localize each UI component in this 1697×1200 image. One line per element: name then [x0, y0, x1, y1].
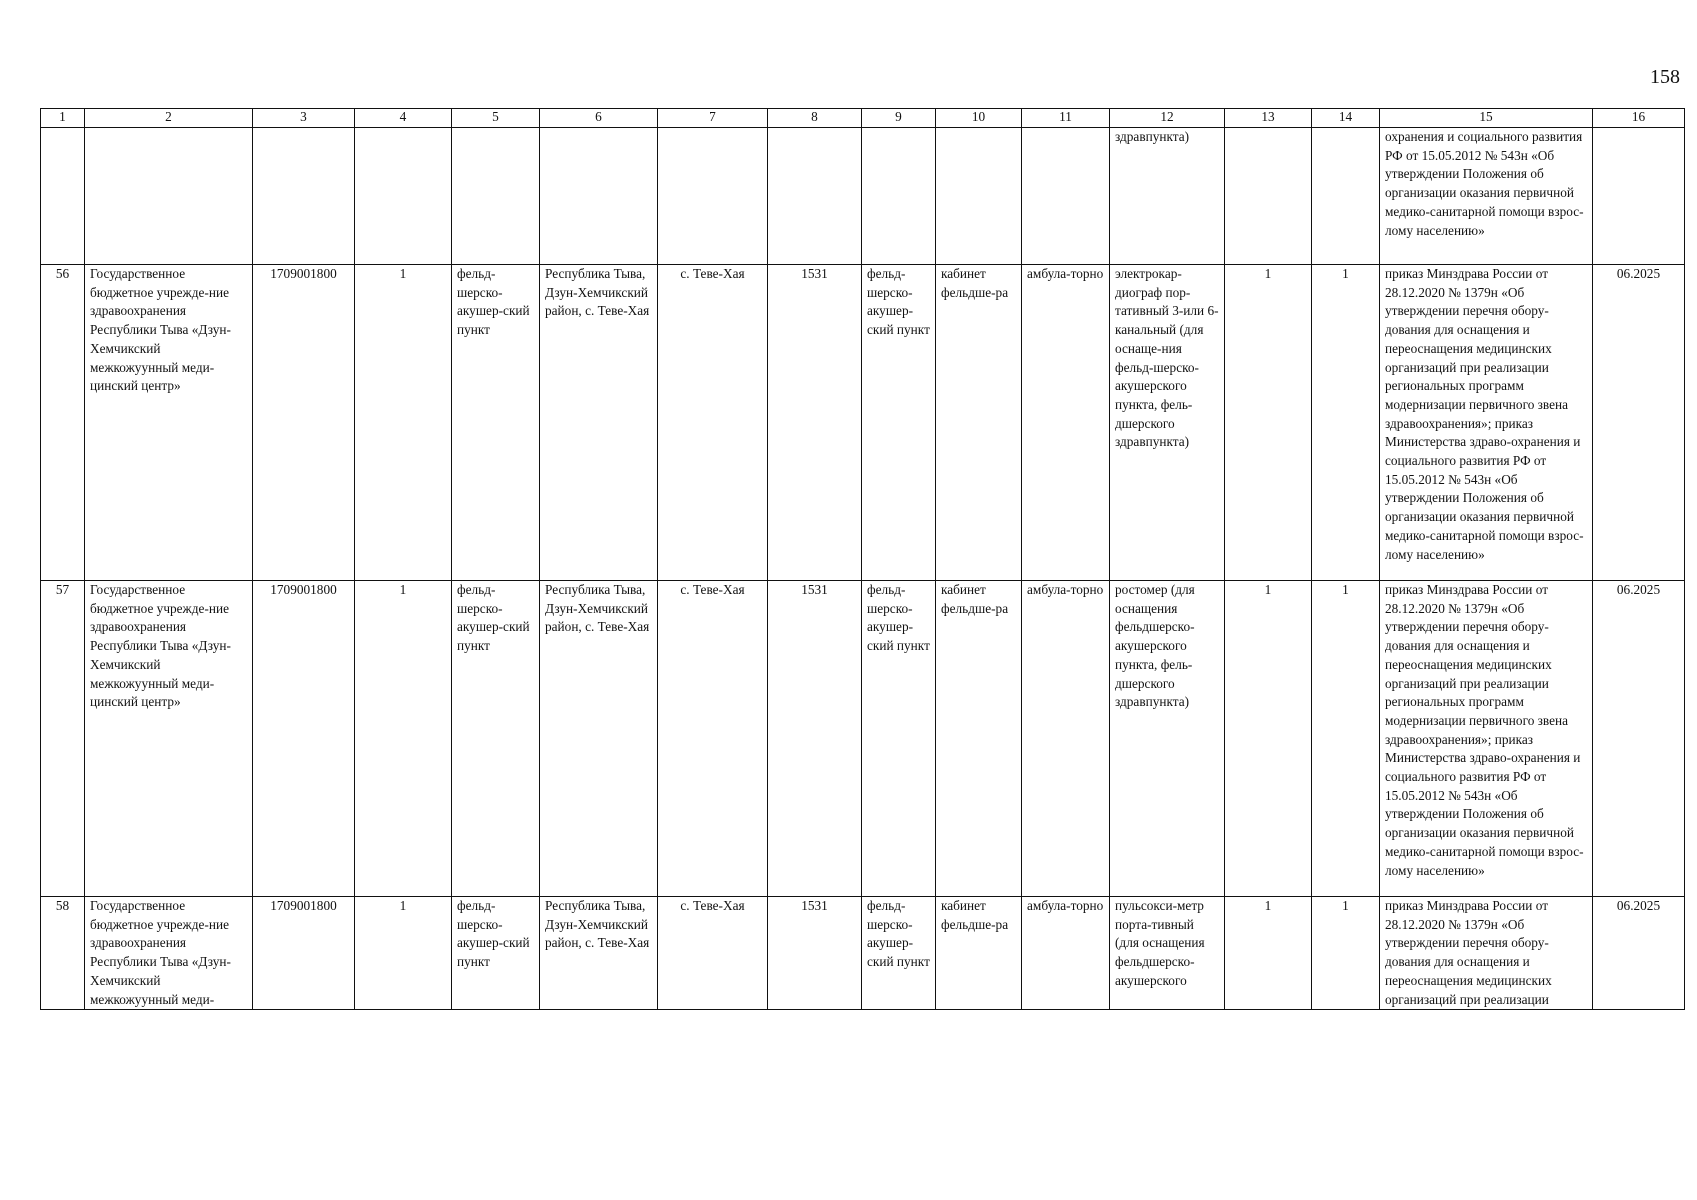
equipment-cell: электрокар-диограф пор-тативный 3-или 6-канальный (для оснаще-ния фельд-шерско-акушерского пункта, фель-дшерского здравпункта): [1110, 265, 1225, 581]
column-header: 15: [1380, 109, 1593, 128]
quantity-cell: 1: [355, 265, 452, 581]
table-cell: [862, 128, 936, 265]
table-cell: [1022, 128, 1110, 265]
equipment-cell: ростомер (для оснащения фельдшерско-акушерского пункта, фель-дшерского здравпункта): [1110, 581, 1225, 897]
table-cell: [768, 128, 862, 265]
table-row: [41, 581, 1685, 897]
facility-type-cell: фельд-шерско-акушер-ский пункт: [452, 265, 540, 581]
institution-cell: Государственное бюджетное учрежде-ние здравоохранения Республики Тыва «Дзун-Хемчикский межкожуунный меди-цинский центр»: [85, 581, 253, 897]
table-cell: [936, 128, 1022, 265]
required-cell: 1: [1225, 897, 1312, 1010]
institution-cell: Государственное бюджетное учрежде-ние здравоохранения Республики Тыва «Дзун-Хемчикский межкожуунный меди-цинский центр»: [85, 265, 253, 581]
required-cell: 1: [1225, 581, 1312, 897]
column-header: 13: [1225, 109, 1312, 128]
facility-type-cell: фельд-шерско-акушер-ский пункт: [452, 581, 540, 897]
column-header: 1: [41, 109, 85, 128]
table-cell: [1225, 128, 1312, 265]
row-number-cell: 57: [41, 581, 85, 897]
settlement-cell: с. Теве-Хая: [658, 581, 768, 897]
mode-cell: амбула-торно: [1022, 265, 1110, 581]
column-header: 10: [936, 109, 1022, 128]
table-row: [41, 897, 1685, 1010]
unit-cell: фельд-шерско-акушер-ский пункт: [862, 265, 936, 581]
column-header: 6: [540, 109, 658, 128]
column-header: 9: [862, 109, 936, 128]
planned-cell: 1: [1312, 897, 1380, 1010]
legal-basis-cell: приказ Минздрава России от 28.12.2020 № 1379н «Об утверждении перечня обору-дования для оснащения и переоснащения медицинских организаций при реализации: [1380, 897, 1593, 1010]
table-cell: [658, 128, 768, 265]
header-row: [41, 109, 1685, 128]
planned-cell: 1: [1312, 265, 1380, 581]
population-cell: 1531: [768, 265, 862, 581]
page-number: 158: [1650, 66, 1680, 88]
legal-basis-cell: приказ Минздрава России от 28.12.2020 № 1379н «Об утверждении перечня обору-дования для оснащения и переоснащения медицинских организаций при реализации региональных программ модернизации первичного звена здравоохранения»; приказ Министерства здраво-охранения и социального развития РФ от 15.05.2012 № 543н «Об утверждении Положения об организации оказания первичной медико-санитарной помощи взрос-лому населению»: [1380, 265, 1593, 581]
address-cell: Республика Тыва, Дзун-Хемчикский район, с. Теве-Хая: [540, 897, 658, 1010]
table-cell: [85, 128, 253, 265]
required-cell: 1: [1225, 265, 1312, 581]
column-header: 11: [1022, 109, 1110, 128]
date-cell: 06.2025: [1593, 897, 1685, 1010]
population-cell: 1531: [768, 581, 862, 897]
table-cell: [41, 128, 85, 265]
date-cell: 06.2025: [1593, 265, 1685, 581]
column-header: 5: [452, 109, 540, 128]
quantity-cell: 1: [355, 581, 452, 897]
column-header: 16: [1593, 109, 1685, 128]
room-cell: кабинет фельдше-ра: [936, 581, 1022, 897]
table-cell: [253, 128, 355, 265]
table-cell: [540, 128, 658, 265]
date-cell: 06.2025: [1593, 581, 1685, 897]
legal-basis-cell: приказ Минздрава России от 28.12.2020 № 1379н «Об утверждении перечня обору-дования для оснащения и переоснащения медицинских организаций при реализации региональных программ модернизации первичного звена здравоохранения»; приказ Министерства здраво-охранения и социального развития РФ от 15.05.2012 № 543н «Об утверждении Положения об организации оказания первичной медико-санитарной помощи взрос-лому населению»: [1380, 581, 1593, 897]
column-header: 14: [1312, 109, 1380, 128]
table-cell: [452, 128, 540, 265]
inn-cell: 1709001800: [253, 265, 355, 581]
settlement-cell: с. Теве-Хая: [658, 265, 768, 581]
column-header: 8: [768, 109, 862, 128]
address-cell: Республика Тыва, Дзун-Хемчикский район, с. Теве-Хая: [540, 265, 658, 581]
inn-cell: 1709001800: [253, 897, 355, 1010]
row-number-cell: 58: [41, 897, 85, 1010]
legal-basis-cell: охранения и социального развития РФ от 15.05.2012 № 543н «Об утверждении Положения об организации оказания первичной медико-санитарной помощи взрос-лому населению»: [1380, 128, 1593, 265]
column-header: 7: [658, 109, 768, 128]
population-cell: 1531: [768, 897, 862, 1010]
column-header: 12: [1110, 109, 1225, 128]
column-header: 4: [355, 109, 452, 128]
table-cell: [1312, 128, 1380, 265]
address-cell: Республика Тыва, Дзун-Хемчикский район, с. Теве-Хая: [540, 581, 658, 897]
table-row: [41, 265, 1685, 581]
row-number-cell: 56: [41, 265, 85, 581]
table-cell: [1593, 128, 1685, 265]
equipment-cell: здравпункта): [1110, 128, 1225, 265]
room-cell: кабинет фельдше-ра: [936, 897, 1022, 1010]
column-header: 3: [253, 109, 355, 128]
facility-type-cell: фельд-шерско-акушер-ский пункт: [452, 897, 540, 1010]
table-cell: [355, 128, 452, 265]
mode-cell: амбула-торно: [1022, 581, 1110, 897]
settlement-cell: с. Теве-Хая: [658, 897, 768, 1010]
inn-cell: 1709001800: [253, 581, 355, 897]
planned-cell: 1: [1312, 581, 1380, 897]
unit-cell: фельд-шерско-акушер-ский пункт: [862, 897, 936, 1010]
mode-cell: амбула-торно: [1022, 897, 1110, 1010]
quantity-cell: 1: [355, 897, 452, 1010]
equipment-table: [40, 108, 1685, 1010]
column-header: 2: [85, 109, 253, 128]
continuation-row: [41, 128, 1685, 265]
unit-cell: фельд-шерско-акушер-ский пункт: [862, 581, 936, 897]
room-cell: кабинет фельдше-ра: [936, 265, 1022, 581]
institution-cell: Государственное бюджетное учрежде-ние здравоохранения Республики Тыва «Дзун-Хемчикский межкожуунный меди-: [85, 897, 253, 1010]
equipment-cell: пульсокси-метр порта-тивный (для оснащения фельдшерско-акушерского: [1110, 897, 1225, 1010]
